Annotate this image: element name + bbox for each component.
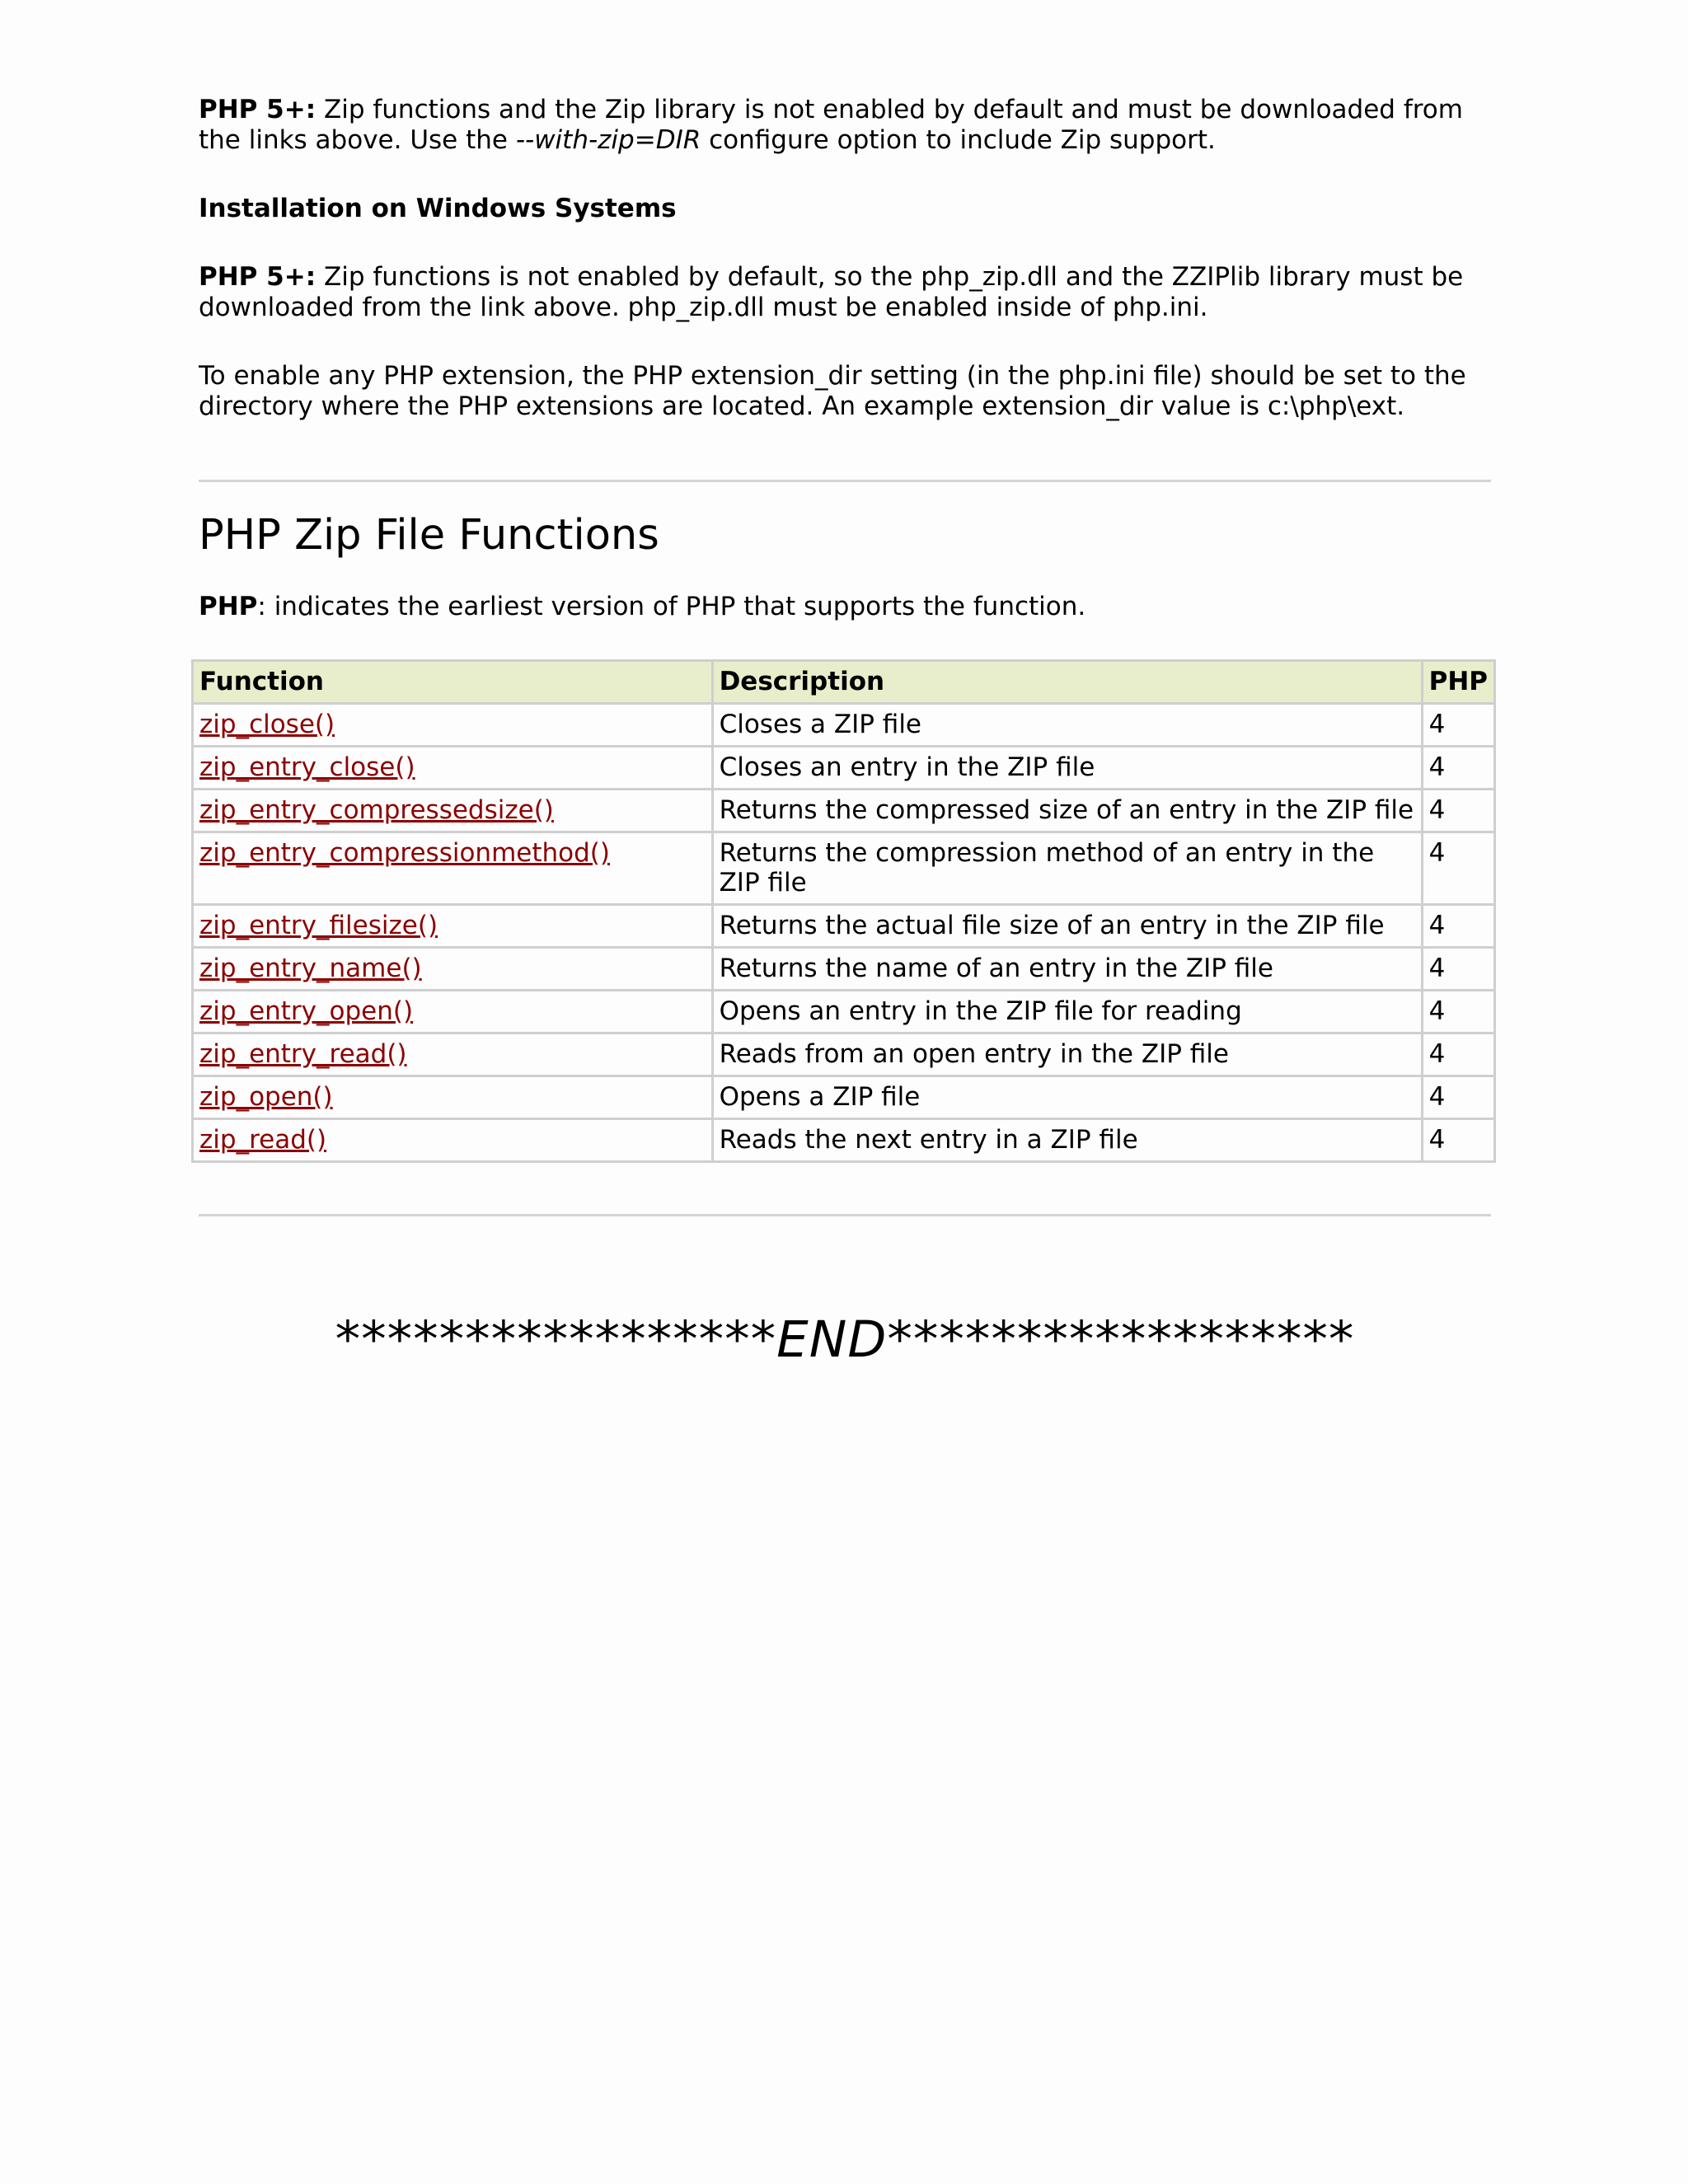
divider-bottom (199, 1214, 1491, 1216)
php-version-legend (199, 592, 1491, 622)
php-version-cell: 4 (1422, 832, 1494, 905)
php-version-cell: 4 (1422, 790, 1494, 832)
description-cell: Closes an entry in the ZIP file (712, 747, 1422, 790)
legend-label: PHP (199, 592, 258, 621)
function-cell (193, 948, 713, 991)
header-description: Description (712, 661, 1422, 704)
description-cell: Returns the name of an entry in the ZIP file (712, 948, 1422, 991)
header-php: PHP (1422, 661, 1494, 704)
php-version-cell: 4 (1422, 1076, 1494, 1119)
function-cell (193, 1076, 713, 1119)
table-row (193, 1033, 1495, 1076)
windows-zip-text: Zip functions is not enabled by default, so the php_zip.dll and the ZZIPlib library must be downloaded from the link above. php_zip.dll must be enabled inside of php.ini. (199, 262, 1464, 322)
function-link-zip-close[interactable]: zip_close() (199, 710, 335, 739)
function-cell (193, 747, 713, 790)
function-link-zip-entry-open[interactable]: zip_entry_open() (199, 996, 414, 1026)
table-row (193, 1119, 1495, 1162)
function-cell (193, 790, 713, 832)
function-link-zip-read[interactable]: zip_read() (199, 1125, 327, 1155)
header-function: Function (193, 661, 713, 704)
section-title: PHP Zip File Functions (199, 511, 659, 560)
windows-php5-label: PHP 5+: (199, 262, 316, 292)
description-cell: Opens an entry in the ZIP file for reading (712, 991, 1422, 1033)
zip-functions-table (191, 659, 1496, 1163)
table-row (193, 832, 1495, 905)
function-link-zip-entry-filesize[interactable]: zip_entry_filesize() (199, 911, 438, 940)
function-link-zip-entry-read[interactable]: zip_entry_read() (199, 1039, 407, 1069)
function-cell (193, 991, 713, 1033)
function-cell (193, 1119, 713, 1162)
configure-option: --with-zip=DIR (515, 125, 701, 155)
function-cell (193, 1033, 713, 1076)
zip-support-paragraph (199, 95, 1491, 156)
description-cell: Reads the next entry in a ZIP file (712, 1119, 1422, 1162)
table-row (193, 704, 1495, 747)
table-row (193, 747, 1495, 790)
php-version-cell: 4 (1422, 1119, 1494, 1162)
table-row (193, 948, 1495, 991)
php-version-cell: 4 (1422, 948, 1494, 991)
windows-zip-paragraph (199, 262, 1491, 323)
description-cell: Returns the actual file size of an entry in the ZIP file (712, 905, 1422, 948)
description-cell: Closes a ZIP file (712, 704, 1422, 747)
description-cell: Returns the compressed size of an entry in the ZIP file (712, 790, 1422, 832)
table-row (193, 905, 1495, 948)
table-row (193, 991, 1495, 1033)
function-cell (193, 905, 713, 948)
description-cell: Reads from an open entry in the ZIP file (712, 1033, 1422, 1076)
description-cell: Returns the compression method of an entry in the ZIP file (712, 832, 1422, 905)
extension-dir-paragraph: To enable any PHP extension, the PHP extension_dir setting (in the php.ini file) should be set to the directory where the PHP extensions are located. An example extension_dir value is c:\php\ext. (199, 361, 1466, 421)
function-link-zip-entry-close[interactable]: zip_entry_close() (199, 752, 415, 782)
description-cell: Opens a ZIP file (712, 1076, 1422, 1119)
divider-top (199, 480, 1491, 482)
function-link-zip-entry-compressedsize[interactable]: zip_entry_compressedsize() (199, 795, 554, 825)
php-version-cell: 4 (1422, 991, 1494, 1033)
function-cell (193, 832, 713, 905)
legend-text: : indicates the earliest version of PHP that supports the function. (257, 592, 1086, 621)
intro-text-after: configure option to include Zip support. (701, 125, 1216, 155)
table-row (193, 790, 1495, 832)
intro-text-before: Zip functions and the Zip library is not enabled by default and must be downloaded from the links above. Use the (199, 95, 1463, 155)
function-link-zip-open[interactable]: zip_open() (199, 1082, 333, 1112)
function-cell (193, 704, 713, 747)
table-row (193, 1076, 1495, 1119)
php5-label: PHP 5+: (199, 95, 316, 124)
php-version-cell: 4 (1422, 704, 1494, 747)
php-version-cell: 4 (1422, 905, 1494, 948)
php-version-cell: 4 (1422, 747, 1494, 790)
windows-installation-heading: Installation on Windows Systems (199, 194, 677, 223)
function-link-zip-entry-compressionmethod[interactable]: zip_entry_compressionmethod() (199, 838, 610, 868)
document-page (199, 95, 1491, 1369)
function-link-zip-entry-name[interactable]: zip_entry_name() (199, 954, 422, 983)
end-marker: *****************END****************** (335, 1310, 1355, 1369)
php-version-cell: 4 (1422, 1033, 1494, 1076)
table-header-row (193, 661, 1495, 704)
